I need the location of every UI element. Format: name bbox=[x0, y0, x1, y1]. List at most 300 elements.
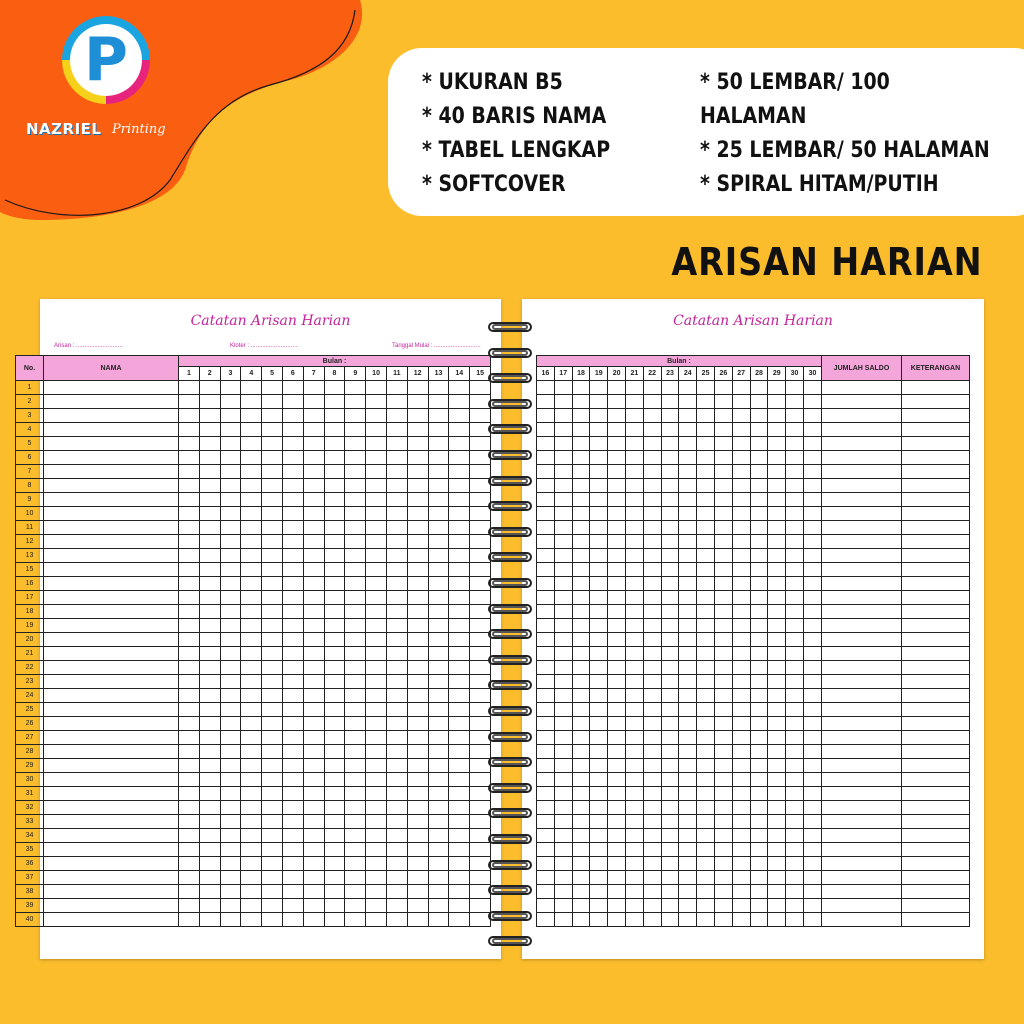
table-row bbox=[537, 899, 970, 913]
day-cell bbox=[407, 591, 428, 605]
day-cell bbox=[714, 703, 732, 717]
table-row bbox=[16, 409, 491, 423]
day-cell bbox=[608, 549, 626, 563]
day-cell bbox=[345, 885, 366, 899]
table-row bbox=[537, 801, 970, 815]
day-cell bbox=[407, 563, 428, 577]
table-row bbox=[537, 479, 970, 493]
day-cell bbox=[803, 591, 821, 605]
day-cell bbox=[220, 899, 241, 913]
name-cell bbox=[44, 521, 179, 535]
day-cell bbox=[428, 549, 449, 563]
day-cell bbox=[262, 801, 283, 815]
day-cell bbox=[750, 675, 768, 689]
day-cell bbox=[803, 633, 821, 647]
day-cell bbox=[625, 675, 643, 689]
day-cell bbox=[643, 619, 661, 633]
day-cell bbox=[199, 633, 220, 647]
row-number: 4 bbox=[16, 423, 44, 437]
day-cell bbox=[179, 689, 200, 703]
day-cell bbox=[768, 465, 786, 479]
row-number: 19 bbox=[16, 619, 44, 633]
day-cell bbox=[661, 633, 679, 647]
day-cell bbox=[345, 899, 366, 913]
day-cell bbox=[732, 885, 750, 899]
day-cell bbox=[625, 493, 643, 507]
day-cell bbox=[679, 773, 697, 787]
day-cell bbox=[554, 675, 572, 689]
day-cell bbox=[386, 619, 407, 633]
day-cell bbox=[220, 857, 241, 871]
day-cell bbox=[179, 381, 200, 395]
day-cell bbox=[732, 437, 750, 451]
day-cell bbox=[449, 703, 470, 717]
day-cell bbox=[732, 451, 750, 465]
day-cell bbox=[768, 703, 786, 717]
day-cell bbox=[714, 815, 732, 829]
day-cell bbox=[625, 689, 643, 703]
spiral-coil bbox=[488, 806, 534, 820]
day-cell bbox=[608, 871, 626, 885]
saldo-cell bbox=[821, 437, 901, 451]
day-cell bbox=[661, 437, 679, 451]
day-cell bbox=[625, 619, 643, 633]
day-cell bbox=[590, 773, 608, 787]
day-cell bbox=[714, 535, 732, 549]
day-cell bbox=[643, 843, 661, 857]
day-cell bbox=[386, 829, 407, 843]
day-cell bbox=[625, 773, 643, 787]
day-cell bbox=[199, 829, 220, 843]
table-row bbox=[16, 493, 491, 507]
day-cell bbox=[679, 563, 697, 577]
day-cell bbox=[697, 381, 715, 395]
day-cell bbox=[608, 479, 626, 493]
day-cell bbox=[803, 661, 821, 675]
keterangan-cell bbox=[901, 381, 969, 395]
day-cell bbox=[428, 885, 449, 899]
day-cell bbox=[537, 843, 555, 857]
day-header: 11 bbox=[386, 367, 407, 381]
day-cell bbox=[768, 829, 786, 843]
day-cell bbox=[407, 731, 428, 745]
row-number: 25 bbox=[16, 703, 44, 717]
day-cell bbox=[345, 661, 366, 675]
keterangan-cell bbox=[901, 843, 969, 857]
spiral-coil bbox=[488, 653, 534, 667]
table-row bbox=[16, 591, 491, 605]
day-cell bbox=[786, 717, 804, 731]
day-cell bbox=[282, 605, 303, 619]
day-cell bbox=[282, 437, 303, 451]
table-row bbox=[537, 619, 970, 633]
day-cell bbox=[732, 493, 750, 507]
day-cell bbox=[661, 395, 679, 409]
day-cell bbox=[386, 507, 407, 521]
day-cell bbox=[345, 563, 366, 577]
day-cell bbox=[732, 381, 750, 395]
day-cell bbox=[449, 507, 470, 521]
day-cell bbox=[608, 633, 626, 647]
day-header: 7 bbox=[303, 367, 324, 381]
name-cell bbox=[44, 703, 179, 717]
table-row bbox=[16, 521, 491, 535]
day-cell bbox=[324, 913, 345, 927]
day-cell bbox=[199, 549, 220, 563]
day-cell bbox=[697, 773, 715, 787]
day-cell bbox=[679, 815, 697, 829]
day-cell bbox=[386, 423, 407, 437]
day-cell bbox=[643, 577, 661, 591]
day-cell bbox=[590, 717, 608, 731]
day-cell bbox=[262, 787, 283, 801]
day-cell bbox=[572, 647, 590, 661]
day-cell bbox=[407, 647, 428, 661]
table-row bbox=[16, 507, 491, 521]
day-cell bbox=[407, 521, 428, 535]
day-cell bbox=[697, 493, 715, 507]
day-cell bbox=[345, 871, 366, 885]
day-cell bbox=[179, 507, 200, 521]
day-cell bbox=[590, 437, 608, 451]
day-cell bbox=[449, 913, 470, 927]
day-cell bbox=[179, 871, 200, 885]
spiral-coil bbox=[488, 781, 534, 795]
spiral-coil bbox=[488, 678, 534, 692]
day-cell bbox=[537, 549, 555, 563]
day-cell bbox=[803, 759, 821, 773]
day-cell bbox=[786, 535, 804, 549]
saldo-cell bbox=[821, 815, 901, 829]
day-cell bbox=[303, 521, 324, 535]
spiral-coil bbox=[488, 499, 534, 513]
day-cell bbox=[572, 689, 590, 703]
day-cell bbox=[732, 395, 750, 409]
day-cell bbox=[732, 619, 750, 633]
saldo-cell bbox=[821, 521, 901, 535]
day-cell bbox=[679, 549, 697, 563]
day-cell bbox=[554, 857, 572, 871]
day-cell bbox=[345, 675, 366, 689]
day-cell bbox=[554, 647, 572, 661]
day-header: 2 bbox=[199, 367, 220, 381]
day-cell bbox=[303, 423, 324, 437]
day-cell bbox=[386, 759, 407, 773]
table-row bbox=[16, 689, 491, 703]
day-cell bbox=[537, 507, 555, 521]
day-cell bbox=[803, 801, 821, 815]
saldo-cell bbox=[821, 605, 901, 619]
day-cell bbox=[625, 395, 643, 409]
day-cell bbox=[220, 703, 241, 717]
day-cell bbox=[572, 675, 590, 689]
day-cell bbox=[643, 703, 661, 717]
day-cell bbox=[554, 507, 572, 521]
day-cell bbox=[643, 773, 661, 787]
spiral-coil bbox=[488, 909, 534, 923]
day-cell bbox=[554, 521, 572, 535]
day-cell bbox=[199, 619, 220, 633]
keterangan-cell bbox=[901, 647, 969, 661]
day-header: 1 bbox=[179, 367, 200, 381]
day-cell bbox=[324, 395, 345, 409]
day-cell bbox=[679, 465, 697, 479]
features-box bbox=[388, 48, 1024, 216]
day-cell bbox=[282, 507, 303, 521]
day-cell bbox=[262, 381, 283, 395]
day-cell bbox=[572, 745, 590, 759]
day-cell bbox=[679, 535, 697, 549]
day-cell bbox=[345, 451, 366, 465]
day-cell bbox=[679, 829, 697, 843]
keterangan-cell bbox=[901, 661, 969, 675]
day-cell bbox=[449, 605, 470, 619]
day-cell bbox=[679, 913, 697, 927]
day-cell bbox=[590, 563, 608, 577]
day-cell bbox=[572, 535, 590, 549]
day-cell bbox=[241, 423, 262, 437]
table-row bbox=[537, 395, 970, 409]
day-cell bbox=[241, 451, 262, 465]
day-cell bbox=[220, 871, 241, 885]
name-cell bbox=[44, 675, 179, 689]
day-cell bbox=[449, 885, 470, 899]
day-cell bbox=[554, 493, 572, 507]
day-cell bbox=[768, 437, 786, 451]
day-cell bbox=[679, 857, 697, 871]
day-cell bbox=[572, 451, 590, 465]
day-cell bbox=[572, 871, 590, 885]
keterangan-cell bbox=[901, 689, 969, 703]
day-cell bbox=[661, 507, 679, 521]
day-cell bbox=[750, 381, 768, 395]
table-row bbox=[16, 661, 491, 675]
day-cell bbox=[428, 773, 449, 787]
day-cell bbox=[697, 759, 715, 773]
row-number: 40 bbox=[16, 913, 44, 927]
day-cell bbox=[679, 605, 697, 619]
day-cell bbox=[732, 521, 750, 535]
left-record-table bbox=[15, 355, 491, 927]
day-cell bbox=[345, 787, 366, 801]
day-cell bbox=[661, 787, 679, 801]
day-cell bbox=[366, 843, 387, 857]
keterangan-cell bbox=[901, 479, 969, 493]
day-cell bbox=[386, 745, 407, 759]
saldo-cell bbox=[821, 689, 901, 703]
day-cell bbox=[220, 451, 241, 465]
day-cell bbox=[768, 787, 786, 801]
day-cell bbox=[661, 773, 679, 787]
day-cell bbox=[768, 717, 786, 731]
day-cell bbox=[345, 731, 366, 745]
day-cell bbox=[786, 451, 804, 465]
spiral-coil bbox=[488, 602, 534, 616]
day-cell bbox=[643, 899, 661, 913]
day-cell bbox=[572, 479, 590, 493]
day-cell bbox=[407, 465, 428, 479]
saldo-cell bbox=[821, 787, 901, 801]
day-cell bbox=[554, 381, 572, 395]
day-cell bbox=[768, 647, 786, 661]
day-cell bbox=[625, 857, 643, 871]
row-number: 27 bbox=[16, 731, 44, 745]
spiral-coil bbox=[488, 525, 534, 539]
day-cell bbox=[679, 409, 697, 423]
day-cell bbox=[303, 717, 324, 731]
day-cell bbox=[366, 689, 387, 703]
day-cell bbox=[345, 815, 366, 829]
table-row bbox=[537, 381, 970, 395]
day-cell bbox=[324, 717, 345, 731]
day-cell bbox=[572, 619, 590, 633]
day-cell bbox=[732, 647, 750, 661]
day-cell bbox=[199, 815, 220, 829]
day-cell bbox=[407, 787, 428, 801]
day-cell bbox=[366, 815, 387, 829]
day-cell bbox=[345, 423, 366, 437]
day-cell bbox=[241, 479, 262, 493]
saldo-cell bbox=[821, 843, 901, 857]
keterangan-cell bbox=[901, 493, 969, 507]
table-row bbox=[537, 521, 970, 535]
day-cell bbox=[428, 479, 449, 493]
day-cell bbox=[554, 577, 572, 591]
day-cell bbox=[803, 493, 821, 507]
day-cell bbox=[386, 703, 407, 717]
day-cell bbox=[366, 731, 387, 745]
day-cell bbox=[345, 479, 366, 493]
day-cell bbox=[768, 661, 786, 675]
day-cell bbox=[714, 773, 732, 787]
table-row bbox=[537, 661, 970, 675]
day-cell bbox=[714, 647, 732, 661]
day-cell bbox=[241, 409, 262, 423]
day-cell bbox=[179, 549, 200, 563]
day-cell bbox=[199, 521, 220, 535]
day-cell bbox=[590, 619, 608, 633]
saldo-cell bbox=[821, 703, 901, 717]
day-cell bbox=[366, 703, 387, 717]
table-row bbox=[537, 815, 970, 829]
day-cell bbox=[697, 717, 715, 731]
day-cell bbox=[199, 703, 220, 717]
spiral-coil bbox=[488, 730, 534, 744]
day-cell bbox=[697, 787, 715, 801]
day-cell bbox=[199, 661, 220, 675]
day-cell bbox=[407, 381, 428, 395]
day-cell bbox=[366, 409, 387, 423]
saldo-cell bbox=[821, 381, 901, 395]
saldo-cell bbox=[821, 913, 901, 927]
keterangan-cell bbox=[901, 731, 969, 745]
day-cell bbox=[714, 801, 732, 815]
day-cell bbox=[768, 479, 786, 493]
day-cell bbox=[262, 689, 283, 703]
row-number: 38 bbox=[16, 885, 44, 899]
saldo-cell bbox=[821, 619, 901, 633]
day-cell bbox=[324, 675, 345, 689]
table-row bbox=[537, 535, 970, 549]
day-cell bbox=[697, 871, 715, 885]
day-cell bbox=[697, 689, 715, 703]
day-cell bbox=[661, 717, 679, 731]
row-number: 32 bbox=[16, 801, 44, 815]
name-cell bbox=[44, 549, 179, 563]
saldo-cell bbox=[821, 395, 901, 409]
day-cell bbox=[366, 563, 387, 577]
table-row bbox=[537, 689, 970, 703]
table-row bbox=[537, 437, 970, 451]
day-cell bbox=[262, 885, 283, 899]
day-cell bbox=[407, 535, 428, 549]
day-cell bbox=[697, 731, 715, 745]
row-number: 16 bbox=[16, 577, 44, 591]
day-cell bbox=[590, 857, 608, 871]
day-cell bbox=[199, 857, 220, 871]
day-cell bbox=[554, 815, 572, 829]
day-cell bbox=[407, 703, 428, 717]
day-cell bbox=[537, 703, 555, 717]
day-cell bbox=[625, 787, 643, 801]
day-cell bbox=[241, 871, 262, 885]
day-cell bbox=[303, 633, 324, 647]
day-cell bbox=[625, 535, 643, 549]
day-cell bbox=[179, 801, 200, 815]
name-cell bbox=[44, 507, 179, 521]
day-cell bbox=[303, 661, 324, 675]
spiral-coil bbox=[488, 627, 534, 641]
day-cell bbox=[428, 605, 449, 619]
day-cell bbox=[428, 829, 449, 843]
table-row bbox=[16, 829, 491, 843]
day-cell bbox=[750, 633, 768, 647]
table-row bbox=[16, 633, 491, 647]
day-header: 15 bbox=[470, 367, 491, 381]
day-cell bbox=[768, 857, 786, 871]
day-cell bbox=[590, 843, 608, 857]
day-cell bbox=[179, 675, 200, 689]
day-header: 4 bbox=[241, 367, 262, 381]
day-cell bbox=[786, 605, 804, 619]
day-cell bbox=[679, 619, 697, 633]
table-row bbox=[537, 745, 970, 759]
day-cell bbox=[220, 563, 241, 577]
day-cell bbox=[679, 787, 697, 801]
day-cell bbox=[407, 479, 428, 493]
name-cell bbox=[44, 759, 179, 773]
day-cell bbox=[303, 563, 324, 577]
day-cell bbox=[714, 521, 732, 535]
table-row bbox=[16, 801, 491, 815]
day-cell bbox=[386, 843, 407, 857]
day-cell bbox=[643, 787, 661, 801]
day-cell bbox=[714, 451, 732, 465]
table-row bbox=[537, 759, 970, 773]
table-row bbox=[16, 577, 491, 591]
day-cell bbox=[786, 857, 804, 871]
day-cell bbox=[386, 913, 407, 927]
day-cell bbox=[537, 787, 555, 801]
day-cell bbox=[537, 675, 555, 689]
day-cell bbox=[220, 381, 241, 395]
day-cell bbox=[220, 731, 241, 745]
col-header-jumlah-saldo: JUMLAH SALDO bbox=[821, 356, 901, 381]
day-cell bbox=[428, 913, 449, 927]
day-cell bbox=[803, 535, 821, 549]
day-header: 26 bbox=[714, 367, 732, 381]
row-number: 30 bbox=[16, 773, 44, 787]
